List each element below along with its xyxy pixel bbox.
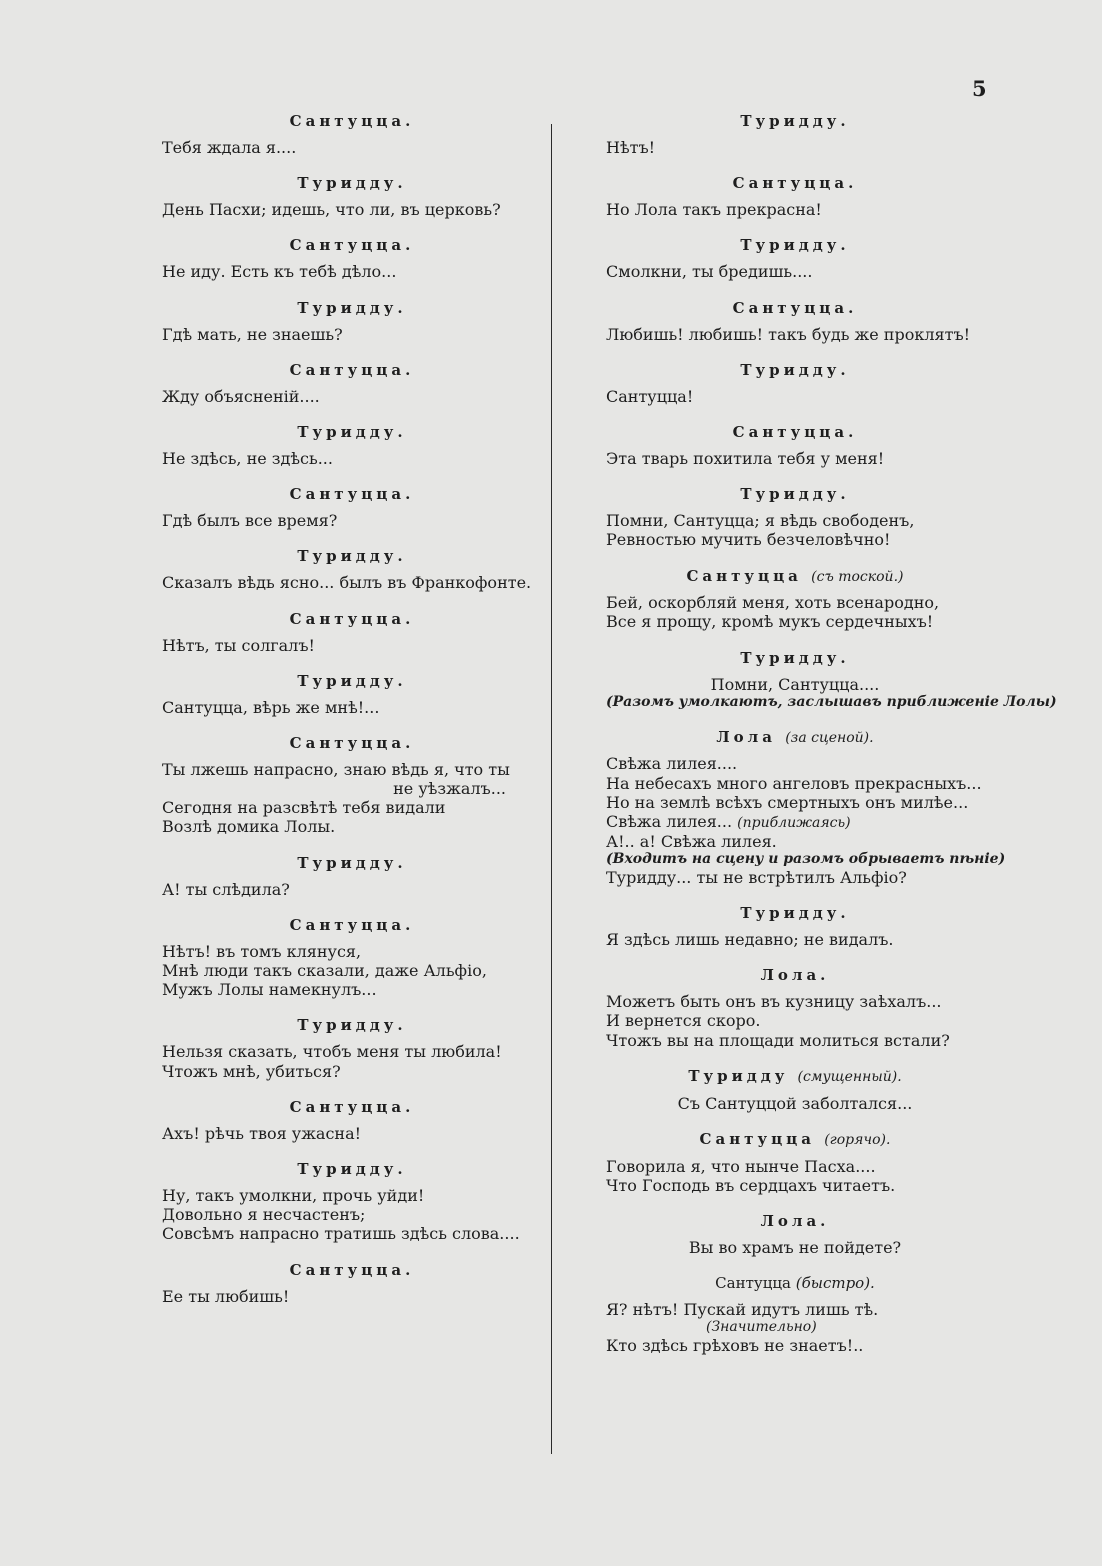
- speaker-name: Сантуцца.: [289, 733, 415, 752]
- dialogue-line: Сантуцца, вѣрь же мнѣ!...: [162, 697, 380, 717]
- stage-direction: (съ тоской.): [811, 568, 904, 585]
- dialogue-line: не уѣзжалъ...: [393, 779, 506, 799]
- speaker-label: Туридду: [688, 1066, 789, 1085]
- dialogue-block: [162, 1098, 542, 1143]
- speaker-name: Туридду.: [740, 112, 850, 130]
- dialogue-block: [162, 1261, 542, 1306]
- dialogue-line: Ну, такъ умолкни, прочь уйди!: [162, 1185, 425, 1205]
- dialogue-line: День Пасхи; идешь, что ли, въ церковь?: [162, 200, 501, 220]
- dialogue-line: Смолкни, ты бредишь....: [606, 262, 813, 282]
- dialogue-block: [162, 423, 542, 468]
- speaker-name: Сантуцца.: [289, 112, 415, 130]
- dialogue-line: Возлѣ домика Лолы.: [162, 817, 336, 837]
- dialogue-block: [162, 610, 542, 655]
- dialogue-line: Ахъ! рѣчь твоя ужасна!: [162, 1123, 362, 1143]
- dialogue-block: [606, 236, 984, 281]
- stage-direction: (за сценой).: [785, 729, 874, 746]
- speaker-name: Туридду.: [297, 547, 407, 566]
- dialogue-block: [162, 734, 542, 837]
- dialogue-line: Тебя ждала я....: [162, 138, 297, 157]
- dialogue-line: [606, 812, 984, 832]
- dialogue-line: Сантуцца!: [606, 386, 694, 406]
- dialogue-line: Свѣжа лилея....: [606, 754, 738, 774]
- dialogue-line: Сегодня на разсвѣтѣ тебя видали: [162, 798, 446, 818]
- dialogue-block: [162, 361, 542, 406]
- stage-direction: (Разомъ умолкаютъ, заслышавъ приближеніе Лолы): [606, 693, 1057, 710]
- dialogue-block: [162, 236, 542, 281]
- right-column: [606, 112, 1057, 1372]
- speaker-name: Туридду.: [740, 360, 850, 379]
- stage-direction: (Входитъ на сцену и разомъ обрываетъ пѣніе): [606, 851, 1006, 867]
- speaker-name: Туридду.: [740, 236, 850, 255]
- dialogue-line: На небесахъ много ангеловъ прекрасныхъ...: [606, 773, 982, 793]
- dialogue-line: Жду объясненій....: [162, 386, 320, 406]
- dialogue-block: [162, 547, 542, 592]
- speaker-name: Лола.: [760, 1211, 830, 1230]
- dialogue-line: Кто здѣсь грѣховъ не знаетъ!..: [606, 1336, 864, 1356]
- speaker-label: Сантуцца: [715, 1274, 791, 1293]
- speaker-label: Сантуцца: [699, 1129, 815, 1148]
- speaker-name: Сантуцца.: [732, 174, 858, 193]
- dialogue-line: Не здѣсь, не здѣсь...: [162, 448, 333, 468]
- dialogue-line: Ты лжешь напрасно, знаю вѣдь я, что ты: [162, 759, 510, 779]
- dialogue-line: Что Господь въ сердцахъ читаетъ.: [606, 1175, 896, 1195]
- dialogue-line: Мужъ Лолы намекнулъ...: [162, 980, 377, 1000]
- dialogue-line: Совсѣмъ напрасно тратишь здѣсь слова....: [162, 1224, 520, 1244]
- dialogue-block: [606, 648, 1057, 711]
- speaker-name: Туридду.: [297, 1159, 407, 1178]
- speaker-name: Сантуцца.: [732, 298, 858, 317]
- dialogue-line: Ее ты любишь!: [162, 1286, 290, 1306]
- dialogue-block: [606, 567, 984, 632]
- stage-direction: (Значительно): [706, 1319, 817, 1336]
- dialogue-line: И вернется скоро.: [606, 1011, 761, 1031]
- left-column: [162, 112, 542, 1323]
- dialogue-line: Все я прощу, кромѣ мукъ сердечныхъ!: [606, 612, 934, 632]
- dialogue-line: Довольно я несчастенъ;: [162, 1205, 366, 1225]
- speaker-label: Сантуцца: [686, 566, 802, 585]
- dialogue-line: Съ Сантуццой заболтался...: [677, 1093, 913, 1113]
- speaker-name: Туридду.: [297, 671, 407, 690]
- dialogue-line: Говорила я, что нынче Пасха....: [606, 1156, 876, 1176]
- dialogue-line: Я здѣсь лишь недавно; не видалъ.: [606, 929, 894, 949]
- dialogue-line: Ревностью мучить безчеловѣчно!: [606, 530, 891, 550]
- dialogue-line: Любишь! любишь! такъ будь же проклятъ!: [606, 324, 971, 344]
- dialogue-line: Вы во храмъ не пойдете?: [688, 1237, 902, 1257]
- dialogue-line: Нѣтъ!: [606, 138, 656, 157]
- dialogue-block: [606, 1130, 984, 1195]
- dialogue-block: [606, 1067, 984, 1113]
- speaker-name: [606, 567, 984, 586]
- dialogue-block: [162, 299, 542, 344]
- speaker-name: [606, 1130, 984, 1149]
- dialogue-line: А!.. а! Свѣжа лилея.: [606, 831, 777, 851]
- dialogue-block: [162, 672, 542, 717]
- dialogue-block: [162, 916, 542, 1000]
- dialogue-block: [162, 1160, 542, 1244]
- dialogue-block: [606, 904, 984, 949]
- dialogue-block: [606, 299, 984, 344]
- dialogue-line: Но Лола такъ прекрасна!: [606, 200, 822, 220]
- column-divider: [551, 124, 552, 1454]
- dialogue-line: Нѣтъ! въ томъ клянуся,: [162, 941, 362, 961]
- speaker-name: Сантуцца.: [289, 360, 415, 379]
- dialogue-text: Свѣжа лилея...: [606, 812, 733, 832]
- dialogue-block: [606, 1212, 984, 1257]
- dialogue-line: Я? нѣтъ! Пускай идутъ лишь тѣ.: [606, 1300, 879, 1320]
- dialogue-block: [606, 361, 984, 406]
- dialogue-block: [606, 423, 984, 468]
- dialogue-line: Нѣтъ, ты солгалъ!: [162, 635, 315, 655]
- speaker-name: Сантуцца.: [289, 485, 415, 504]
- dialogue-line: Эта тварь похитила тебя у меня!: [606, 448, 885, 468]
- dialogue-line: Нельзя сказать, чтобъ меня ты любила!: [162, 1042, 502, 1062]
- dialogue-block: [162, 112, 542, 157]
- dialogue-line: Помни, Сантуцца....: [710, 674, 880, 694]
- dialogue-line: Гдѣ былъ все время?: [162, 511, 338, 531]
- speaker-name: Туридду.: [297, 174, 407, 193]
- dialogue-block: [606, 727, 1006, 887]
- speaker-name: Сантуцца.: [289, 1097, 415, 1116]
- speaker-name: Лола.: [760, 966, 830, 985]
- speaker-name: [606, 728, 984, 747]
- dialogue-line: Но на землѣ всѣхъ смертныхъ онъ милѣе...: [606, 792, 969, 812]
- speaker-name: Сантуцца.: [732, 422, 858, 441]
- stage-direction: (смущенный).: [797, 1068, 902, 1085]
- dialogue-block: [162, 1016, 542, 1080]
- speaker-name: Сантуцца.: [289, 915, 415, 934]
- dialogue-block: [606, 485, 984, 549]
- speaker-name: Туридду.: [740, 648, 850, 667]
- speaker-name: Туридду.: [297, 853, 407, 872]
- speaker-name: Сантуцца.: [289, 236, 415, 255]
- speaker-name: Сантуцца.: [289, 609, 415, 628]
- dialogue-block: [606, 174, 984, 219]
- dialogue-block: [606, 1274, 984, 1355]
- speaker-name: Туридду.: [297, 422, 407, 441]
- speaker-name: [606, 1067, 984, 1086]
- dialogue-line: Бей, оскорбляй меня, хоть всенародно,: [606, 593, 940, 613]
- stage-direction: (быстро).: [795, 1274, 875, 1293]
- speaker-name: Туридду.: [297, 298, 407, 317]
- dialogue-line: А! ты слѣдила?: [162, 879, 290, 899]
- dialogue-block: [606, 112, 984, 157]
- dialogue-line: Мнѣ люди такъ сказали, даже Альфіо,: [162, 961, 487, 980]
- speaker-name: Туридду.: [297, 1016, 407, 1035]
- stage-direction: (горячо).: [824, 1131, 891, 1148]
- dialogue-line: Чтожъ вы на площади молиться встали?: [606, 1030, 950, 1050]
- dialogue-block: [162, 854, 542, 899]
- dialogue-line: Гдѣ мать, не знаешь?: [162, 324, 343, 344]
- stage-direction: (приближаясь): [737, 815, 851, 832]
- speaker-name: Туридду.: [740, 485, 850, 504]
- dialogue-line: Помни, Сантуцца; я вѣдь свободенъ,: [606, 511, 915, 531]
- speaker-name: [606, 1274, 984, 1292]
- dialogue-line: Сказалъ вѣдь ясно... былъ въ Франкофонте.: [162, 573, 532, 593]
- dialogue-line: Туридду... ты не встрѣтилъ Альфіо?: [606, 867, 907, 887]
- dialogue-line: Чтожъ мнѣ, убиться?: [162, 1061, 341, 1081]
- dialogue-block: [606, 966, 984, 1050]
- page-number: 5: [972, 76, 987, 101]
- dialogue-block: [162, 485, 542, 530]
- speaker-name: Сантуцца.: [289, 1260, 415, 1279]
- speaker-name: Туридду.: [740, 903, 850, 922]
- dialogue-line: Не иду. Есть къ тебѣ дѣло...: [162, 262, 397, 282]
- dialogue-block: [162, 174, 542, 219]
- speaker-label: Лола: [716, 727, 776, 746]
- dialogue-line: Можетъ быть онъ въ кузницу заѣхалъ...: [606, 992, 942, 1012]
